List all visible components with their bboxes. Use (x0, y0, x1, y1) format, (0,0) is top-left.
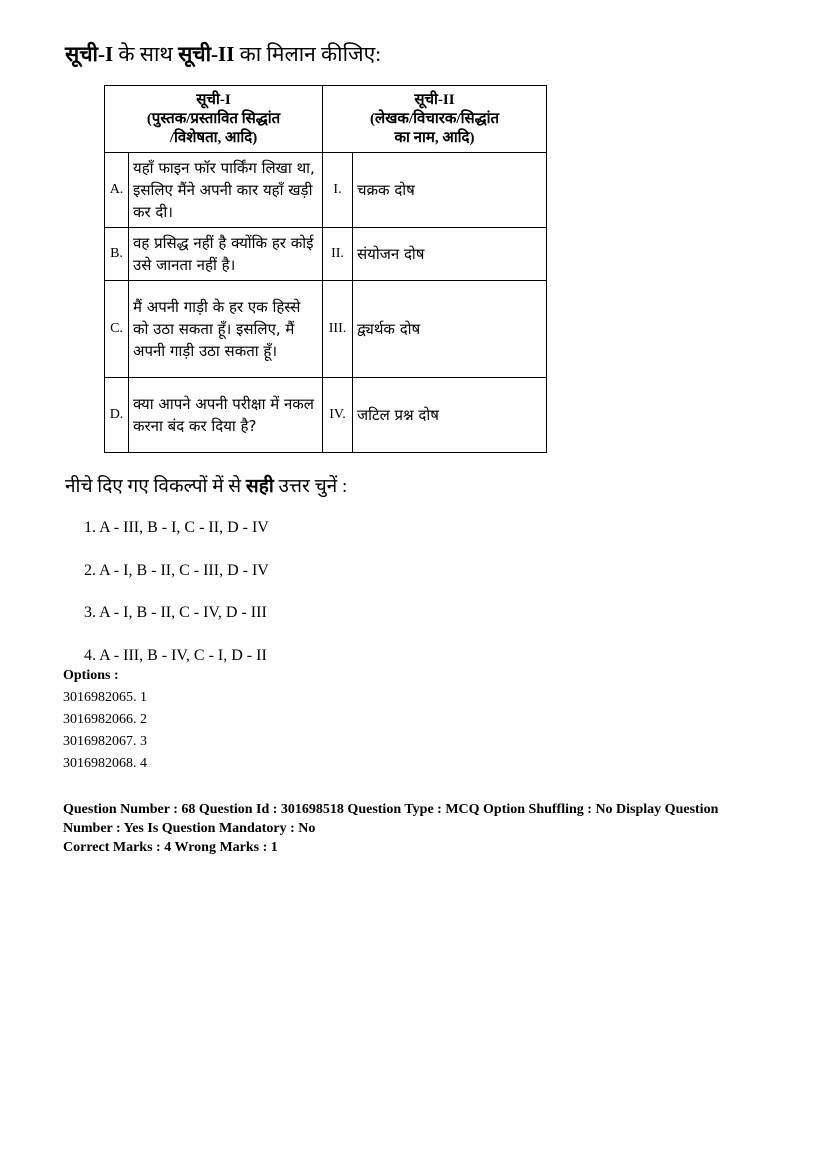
table-row (105, 281, 547, 378)
row-label-left: B. (105, 228, 129, 281)
row-text-left: यहाँ फाइन फॉर पार्किंग लिखा था, इसलिए मैंने अपनी कार यहाँ खड़ी कर दी। (129, 153, 323, 228)
answer-choice-2[interactable]: 2. A - I, B - II, C - III, D - IV (84, 562, 269, 579)
options-label: Options : (63, 668, 119, 683)
option-id: 3016982067. 3 (63, 734, 147, 749)
row-label-right: III. (323, 281, 353, 378)
question-metadata (63, 800, 763, 857)
marks-line: Correct Marks : 4 Wrong Marks : 1 (63, 840, 278, 855)
answer-instruction: नीचे दिए गए विकल्पों में से सही उत्तर चुनें : (65, 476, 348, 497)
answer-choice-3[interactable]: 3. A - I, B - II, C - IV, D - III (84, 604, 267, 621)
option-id: 3016982066. 2 (63, 712, 147, 727)
question-title (65, 40, 381, 68)
row-text-left: वह प्रसिद्ध नहीं है क्योंकि हर कोई उसे जानता नहीं है। (129, 228, 323, 281)
title-connector: के साथ (113, 42, 179, 66)
row-text-right: संयोजन दोष (353, 228, 547, 281)
table-row (105, 153, 547, 228)
title-list-one: सूची-I (65, 42, 114, 66)
row-label-left: A. (105, 153, 129, 228)
row-text-right: जटिल प्रश्न दोष (353, 378, 547, 453)
row-text-right: चक्रक दोष (353, 153, 547, 228)
row-text-left: मैं अपनी गाड़ी के हर एक हिस्से को उठा सकता हूँ। इसलिए, मैं अपनी गाड़ी उठा सकता हूँ। (129, 281, 323, 378)
table-row (105, 378, 547, 453)
row-label-right: I. (323, 153, 353, 228)
header-list-one: सूची-I (पुस्तक/प्रस्तावित सिद्धांत /विशेषता, आदि) (105, 86, 323, 153)
row-label-left: C. (105, 281, 129, 378)
row-text-left: क्या आपने अपनी परीक्षा में नकल करना बंद कर दिया है? (129, 378, 323, 453)
option-id: 3016982065. 1 (63, 690, 147, 705)
title-list-two: सूची-II (178, 42, 235, 66)
table-row (105, 228, 547, 281)
header-list-two: सूची-II (लेखक/विचारक/सिद्धांत का नाम, आदि) (323, 86, 547, 153)
question-meta-line: Question Number : 68 Question Id : 301698518 Question Type : MCQ Option Shuffling : No Display Question Number : Yes Is Question Mandatory : No (63, 802, 719, 836)
table-header-row (105, 86, 547, 153)
row-label-left: D. (105, 378, 129, 453)
answer-choice-1[interactable]: 1. A - III, B - I, C - II, D - IV (84, 519, 269, 536)
row-text-right: द्व्यर्थक दोष (353, 281, 547, 378)
title-instruction: का मिलान कीजिए: (234, 42, 382, 66)
instruction-emphasis: सही (245, 476, 274, 497)
row-label-right: IV. (323, 378, 353, 453)
answer-choice-4[interactable]: 4. A - III, B - IV, C - I, D - II (84, 647, 267, 664)
option-id: 3016982068. 4 (63, 756, 147, 771)
match-table (104, 85, 547, 453)
row-label-right: II. (323, 228, 353, 281)
